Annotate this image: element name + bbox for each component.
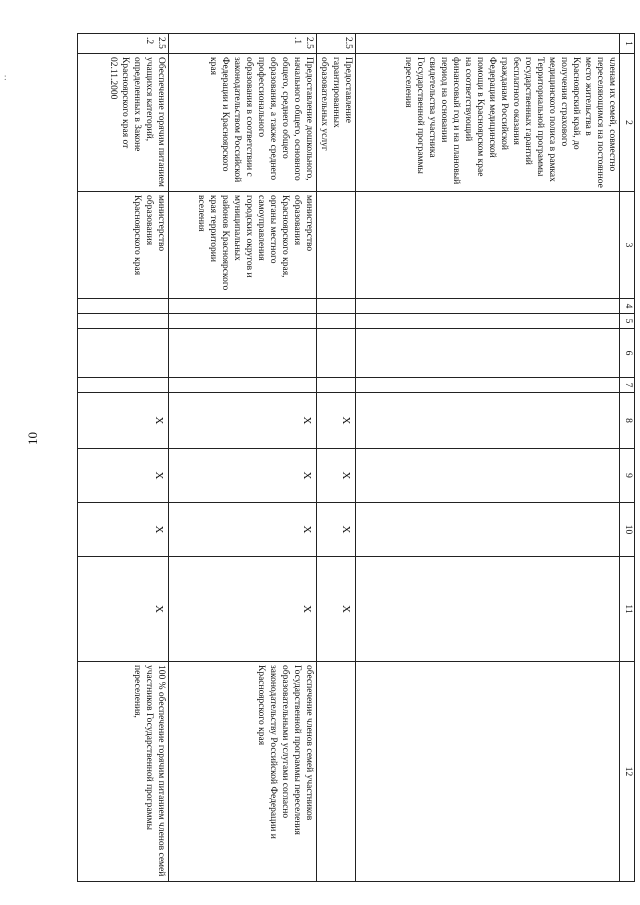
mark-cell bbox=[356, 393, 620, 449]
table-cell bbox=[317, 299, 356, 314]
mark-cell: X bbox=[317, 557, 356, 662]
executor-cell bbox=[356, 192, 620, 299]
measure-description: Обеспечение горячим питанием учащихся категорий, определенных в Законе Красноярского края от 02.11.2000 bbox=[78, 54, 169, 192]
table-cell bbox=[317, 329, 356, 378]
column-header: 6 bbox=[620, 329, 635, 378]
column-header: 8 bbox=[620, 393, 635, 449]
column-header: 12 bbox=[620, 662, 635, 882]
column-header: 3 bbox=[620, 192, 635, 299]
mark-cell: X bbox=[78, 557, 169, 662]
row-number: 2.5.1 bbox=[169, 34, 317, 54]
measure-description: Предоставление дошкольного, начального общего, основного общего, среднего общего образования, а также среднего профессионального образования в соответствии с законодательством Российской Федерации и Красноярского края bbox=[169, 54, 317, 192]
column-header: 4 bbox=[620, 299, 635, 314]
page-number: 10 bbox=[25, 432, 40, 445]
mark-cell: X bbox=[169, 393, 317, 449]
measure-description: Предоставление гарантированных образовательных услуг bbox=[317, 54, 356, 192]
column-header: 7 bbox=[620, 378, 635, 393]
table-cell bbox=[78, 314, 169, 329]
column-header: 5 bbox=[620, 314, 635, 329]
table-cell bbox=[78, 378, 169, 393]
executor-cell: министерство образования Красноярского края, органы местного самоуправления городских округов и муниципальных районов Красноярского края территории вселения bbox=[169, 192, 317, 299]
row-number: 2.5 bbox=[317, 34, 356, 54]
mark-cell bbox=[356, 449, 620, 503]
result-cell: 100 % обеспечение горячим питанием членов семей участников Государственной программы переселения, bbox=[78, 662, 169, 882]
mark-cell bbox=[356, 557, 620, 662]
result-cell bbox=[356, 662, 620, 882]
table-cell bbox=[169, 329, 317, 378]
result-cell bbox=[317, 662, 356, 882]
program-measures-table bbox=[77, 33, 635, 882]
rotated-page-content bbox=[77, 33, 635, 881]
scan-mark: : bbox=[4, 72, 7, 82]
table-row bbox=[78, 34, 169, 882]
table-cell bbox=[356, 299, 620, 314]
mark-cell: X bbox=[78, 449, 169, 503]
table-cell bbox=[317, 314, 356, 329]
table-cell bbox=[356, 378, 620, 393]
mark-cell: X bbox=[78, 503, 169, 557]
table-cell bbox=[169, 299, 317, 314]
table-cell bbox=[78, 299, 169, 314]
header-row bbox=[620, 34, 635, 882]
table-cell bbox=[356, 329, 620, 378]
mark-cell: X bbox=[169, 503, 317, 557]
mark-cell: X bbox=[78, 393, 169, 449]
mark-cell: X bbox=[317, 393, 356, 449]
table-cell bbox=[356, 314, 620, 329]
row-number: 2.5.2 bbox=[78, 34, 169, 54]
mark-cell bbox=[356, 503, 620, 557]
table-row bbox=[356, 34, 620, 882]
mark-cell: X bbox=[317, 503, 356, 557]
measure-description: членам их семей, совместно переселяющимся на постоянное место жительства в Красноярский край, до получения страхового медицинского полиса в рамках Территориальной программы государственных гарантий бесплатного оказания гражданам Российской Федерации медицинской помощи в Красноярском крае на соответствующий финансовый год и на плановый период на основании свидетельства участника Государственной программы переселения bbox=[356, 54, 620, 192]
executor-cell bbox=[317, 192, 356, 299]
column-header: 10 bbox=[620, 503, 635, 557]
executor-cell: министерство образования Красноярского края bbox=[78, 192, 169, 299]
table-row bbox=[169, 34, 317, 882]
mark-cell: X bbox=[169, 557, 317, 662]
table-row bbox=[317, 34, 356, 882]
table-cell bbox=[169, 314, 317, 329]
table-cell bbox=[317, 378, 356, 393]
column-header: 11 bbox=[620, 557, 635, 662]
table-cell bbox=[78, 329, 169, 378]
result-cell: обеспечение членов семей участников Государственной программы переселения образовательными услугами согласно законодательству Российской Федерации и Красноярского края bbox=[169, 662, 317, 882]
row-number bbox=[356, 34, 620, 54]
column-header: 2 bbox=[620, 54, 635, 192]
table-cell bbox=[169, 378, 317, 393]
mark-cell: X bbox=[169, 449, 317, 503]
column-header: 9 bbox=[620, 449, 635, 503]
column-header: 1 bbox=[620, 34, 635, 54]
mark-cell: X bbox=[317, 449, 356, 503]
